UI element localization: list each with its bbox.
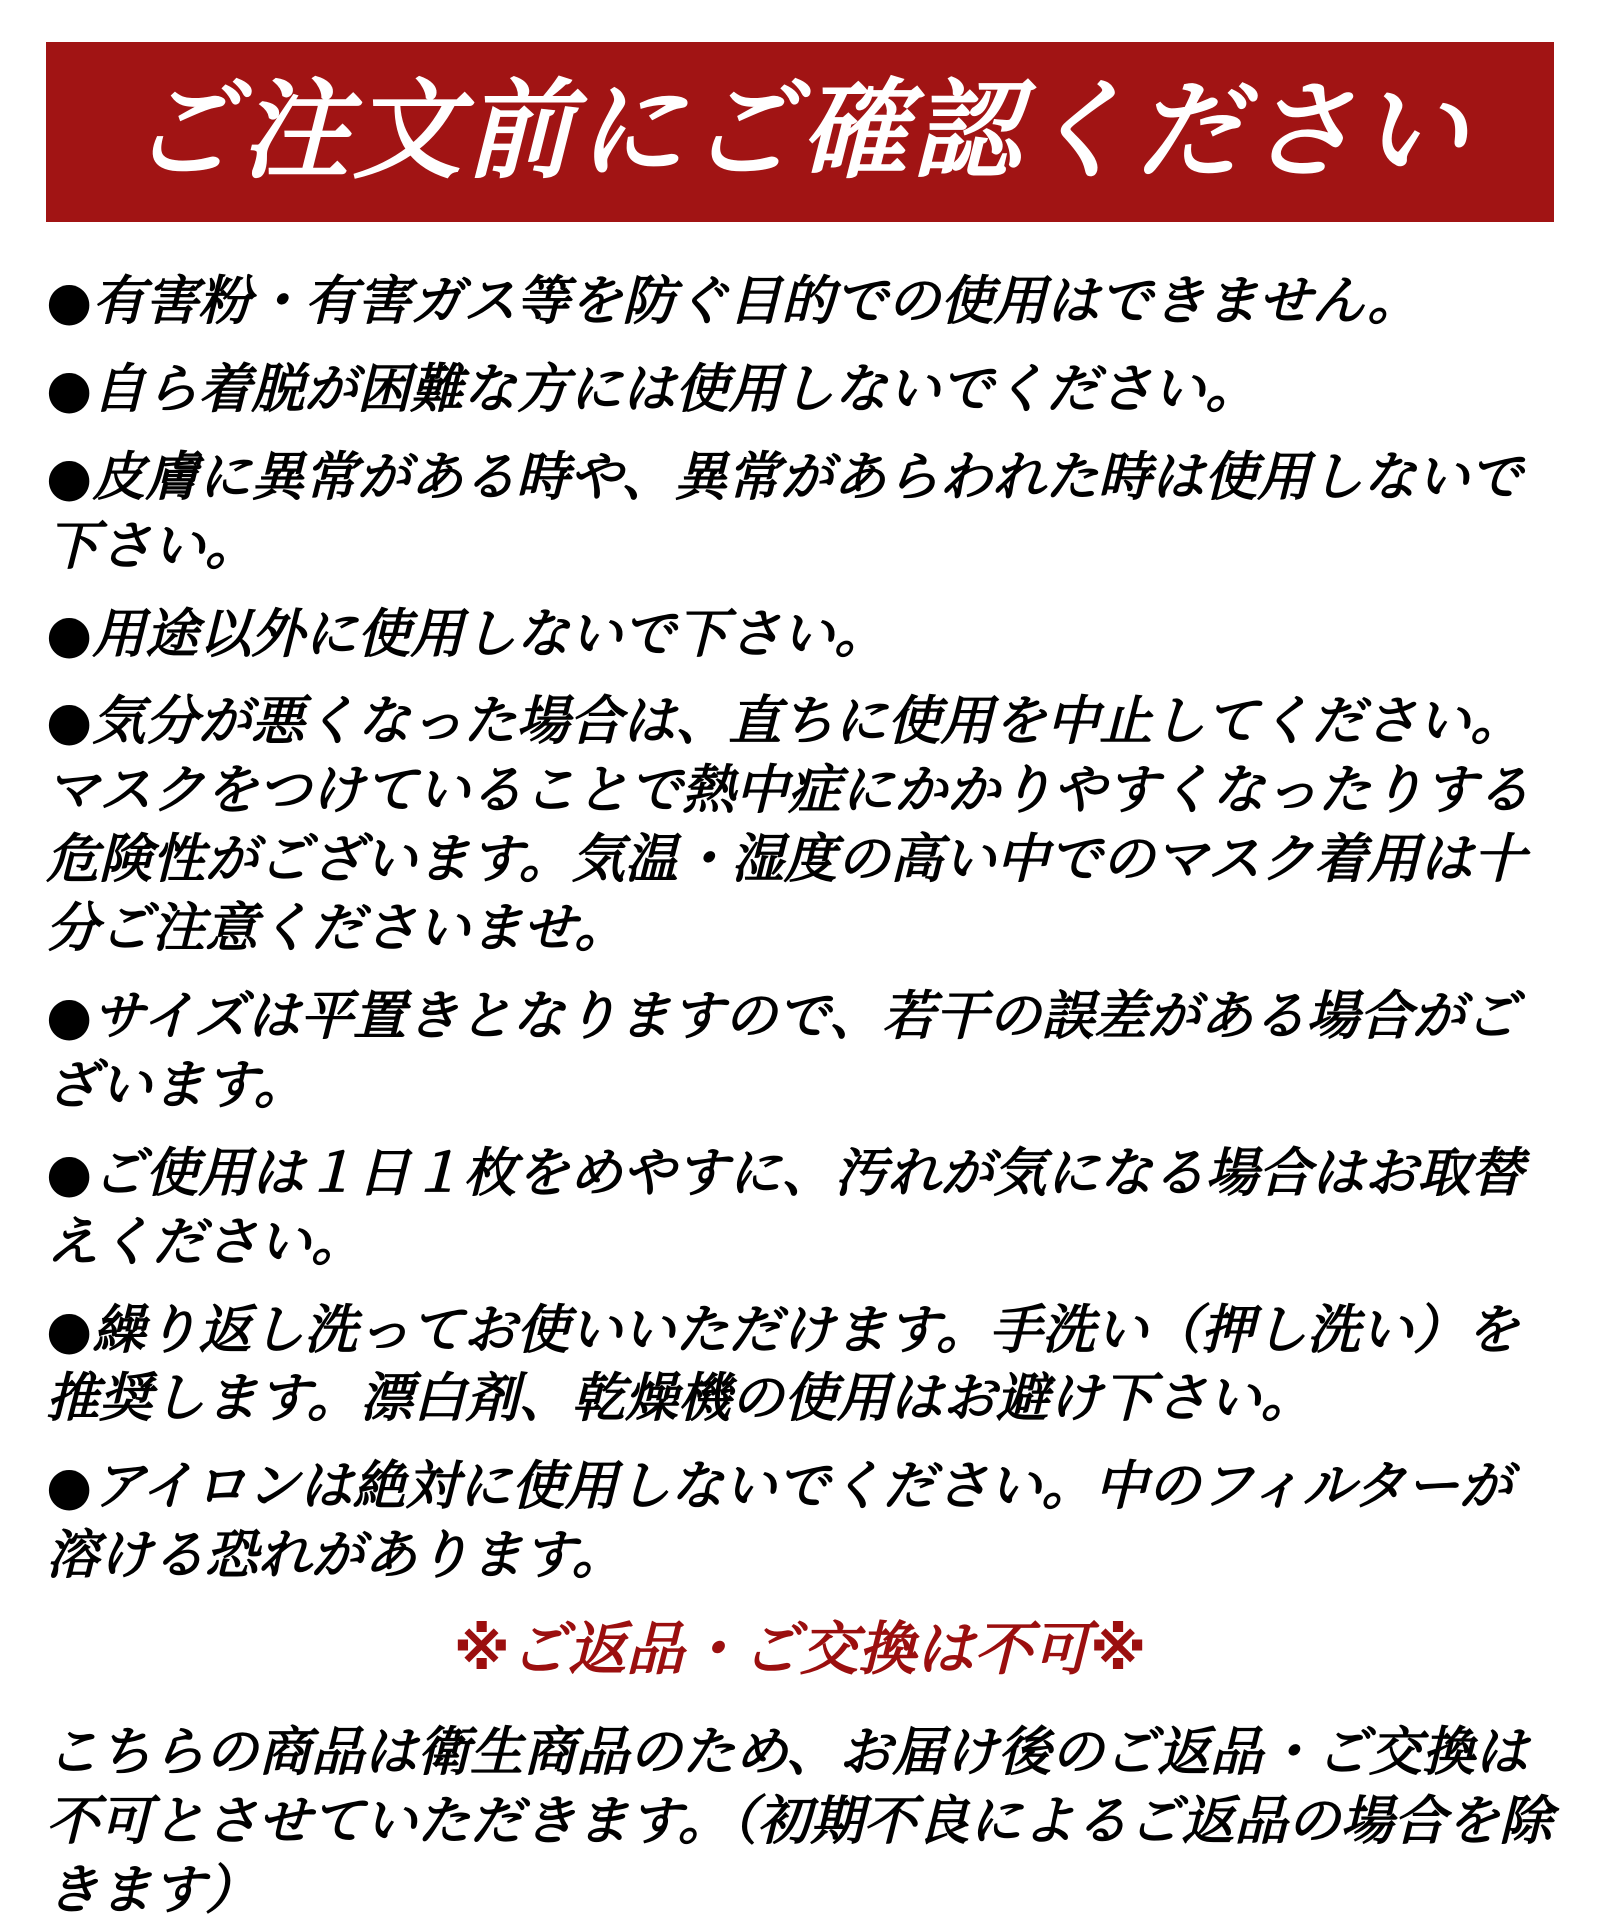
notice-item-daily-use: ●ご使用は１日１枚をめやすに、汚れが気になる場合はお取替えください。 xyxy=(46,1142,1524,1273)
notice-item-self-removal: ●自ら着脱が困難な方には使用しないでください。 xyxy=(46,358,1259,420)
notice-item-heatstroke: ●気分が悪くなった場合は、直ちに使用を中止してください。マスクをつけていることで熱中症にかかりやすくなったりする危険性がございます。気温・湿度の高い中でのマスク着用は十分ご注意くださいませ。 xyxy=(46,691,1530,960)
notice-item-no-iron: ●アイロンは絶対に使用しないでください。中のフィルターが溶ける恐れがあります。 xyxy=(46,1456,1513,1587)
return-policy-body: こちらの商品は衛生商品のため、お届け後のご返品・ご交換は不可とさせていただきます。（初期不良によるご返品の場合を除きます） xyxy=(46,1721,1553,1921)
notice-banner xyxy=(46,42,1554,222)
notice-item-intended-use: ●用途以外に使用しないで下さい。 xyxy=(46,603,888,665)
notice-item-size-tolerance: ●サイズは平置きとなりますので、若干の誤差がある場合がございます。 xyxy=(46,986,1518,1116)
banner-title: ご注文前にご確認ください xyxy=(129,69,1471,194)
notice-item-skin-abnormal: ●皮膚に異常がある時や、異常があらわれた時は使用しないで下さい。 xyxy=(46,446,1523,577)
notice-item-washing: ●繰り返し洗ってお使いいただけます。手洗い（押し洗い）を推奨します。漂白剤、乾燥機の使用はお避け下さい。 xyxy=(46,1299,1520,1430)
notice-item-harmful-dust: ●有害粉・有害ガス等を防ぐ目的での使用はできません。 xyxy=(46,271,1421,332)
notice-list xyxy=(0,222,1600,1925)
return-policy-headline: ※ご返品・ご交換は不可※ xyxy=(453,1615,1147,1684)
pre-order-notice-page xyxy=(0,42,1600,1921)
